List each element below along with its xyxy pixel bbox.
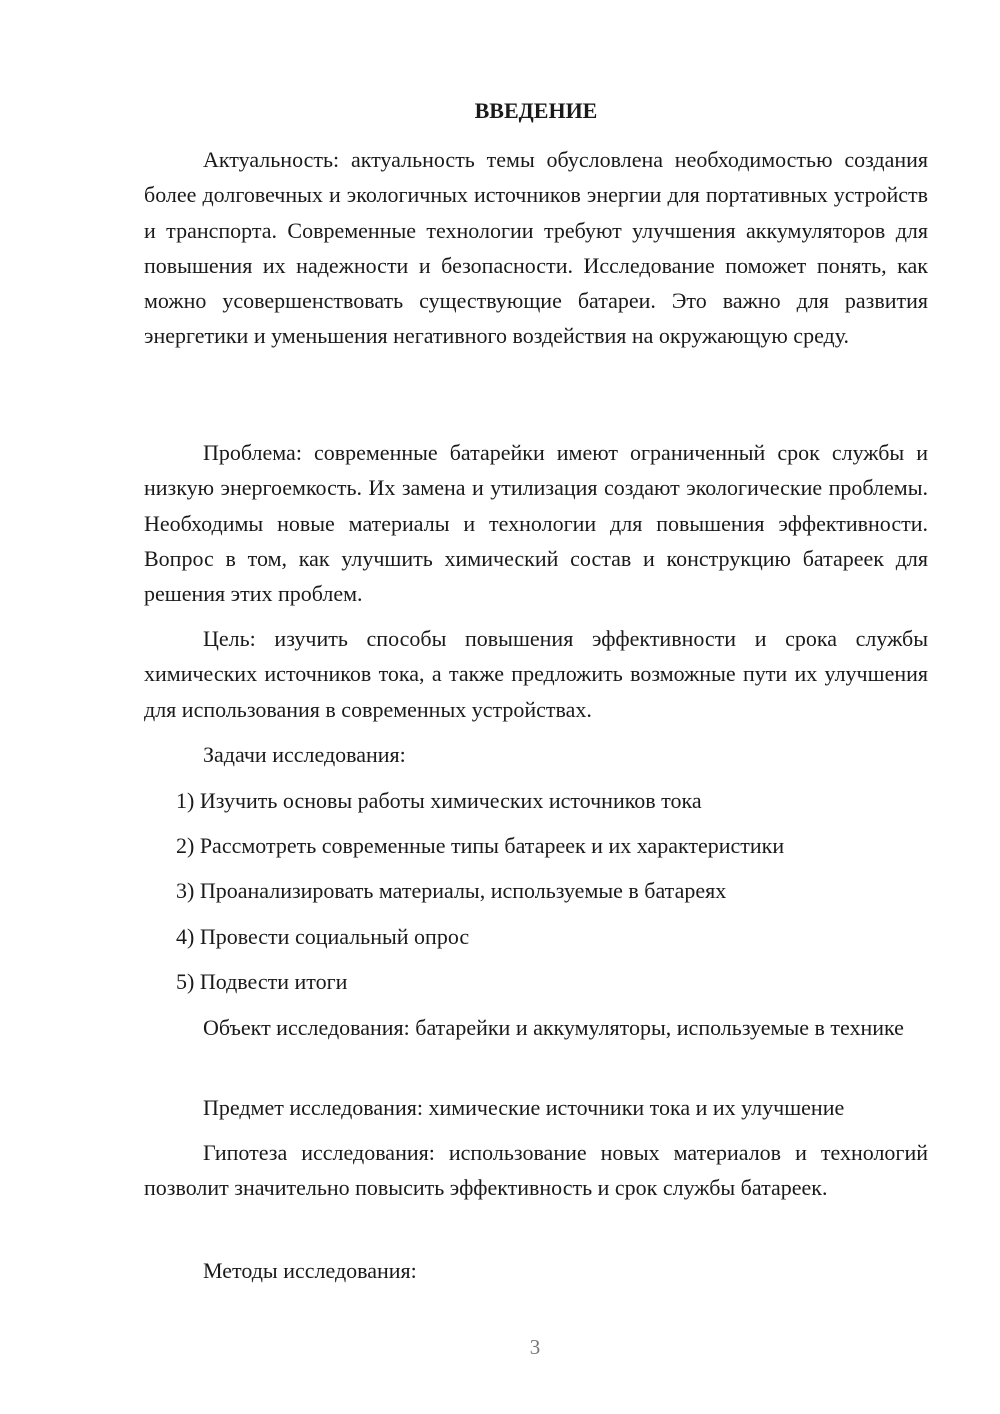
task-item-5: 5) Подвести итоги: [176, 969, 348, 994]
task-item-4: 4) Провести социальный опрос: [176, 924, 470, 949]
paragraph-hypothesis: Гипотеза исследования: использование новых материалов и технологий позволит значительно повысить эффективность и срок службы батареек.: [144, 1140, 928, 1201]
methods-heading: Методы исследования:: [203, 1258, 417, 1283]
paragraph-object: Объект исследования: батарейки и аккумуляторы, используемые в технике: [203, 1015, 904, 1040]
paragraph-problem: Проблема: современные батарейки имеют ограниченный срок службы и низкую энергоемкость. Их замена и утилизация создают экологические проблемы. Необходимы новые материалы и технологии для повышения эффективности. Вопрос в том, как улучшить химический состав и конструкцию батареек для решения этих проблем.: [144, 440, 928, 607]
task-item-1: 1) Изучить основы работы химических источников тока: [176, 788, 702, 813]
section-title: ВВЕДЕНИЕ: [474, 98, 598, 123]
task-item-2: 2) Рассмотреть современные типы батареек и их характеристики: [176, 833, 785, 858]
paragraph-relevance: Актуальность: актуальность темы обусловлена необходимостью создания более долговечных и экологичных источников энергии для портативных устройств и транспорта. Современные технологии требуют улучшения аккумуляторов для повышения их надежности и безопасности. Исследование поможет понять, как можно усовершенствовать существующие батареи. Это важно для развития энергетики и уменьшения негативного воздействия на окружающую среду.: [144, 147, 928, 349]
tasks-heading: Задачи исследования:: [203, 742, 406, 767]
task-item-3: 3) Проанализировать материалы, используемые в батареях: [176, 878, 727, 903]
page-number: 3: [529, 1335, 541, 1359]
paragraph-subject: Предмет исследования: химические источники тока и их улучшение: [203, 1095, 845, 1120]
paragraph-goal: Цель: изучить способы повышения эффективности и срока службы химических источников тока, а также предложить возможные пути их улучшения для использования в современных устройствах.: [144, 626, 928, 722]
